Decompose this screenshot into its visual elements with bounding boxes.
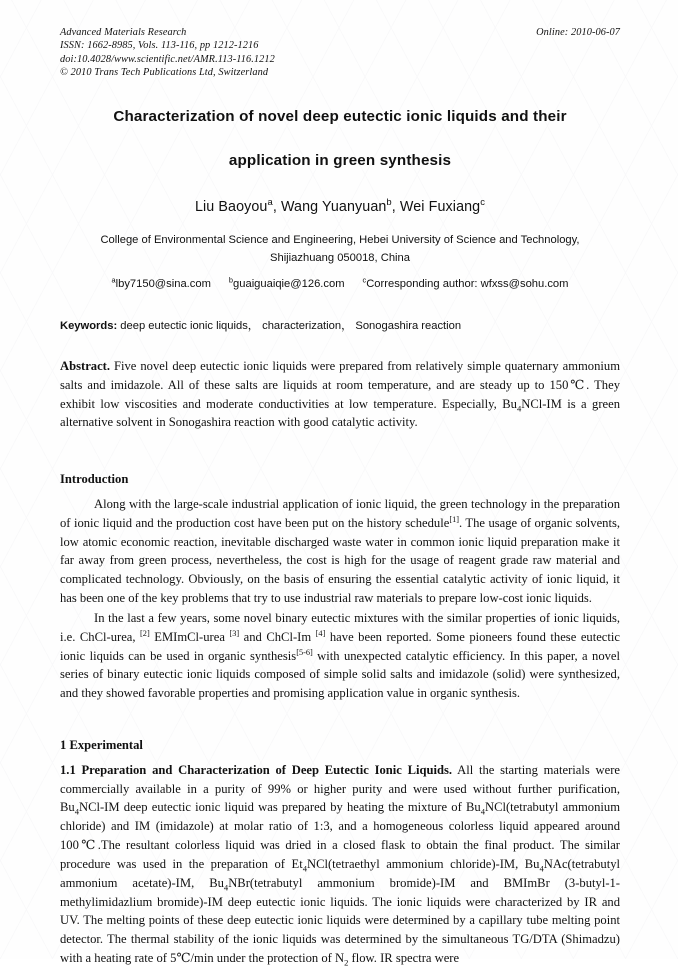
- author-name-3: Wei Fuxiang: [399, 199, 481, 216]
- intro-p2-text-b: EMImCl-urea: [149, 629, 230, 644]
- author-name-2: Wang Yuanyuan: [280, 199, 387, 216]
- journal-header: [60, 26, 620, 80]
- author-email-1: [111, 275, 211, 290]
- abstract-compound-subscript: 4: [516, 403, 522, 414]
- page-title: [60, 106, 620, 171]
- exp-text-6: NBr(tetrabutyl ammonium bromide)-IM and BMImBr (3-butyl-1-methylimidazlium bromide)-IM deep eutectic ionic liquids. The ionic liquids were characterized by IR and UV. The melting points of these deep eutectic ionic liquids were determined by a capillary tube melting point detector. The thermal stability of the ionic liquids was determined by the simultaneous TG/DTA (Shimadzu) with a heating rate of 5℃/min under the protection of N: [60, 875, 620, 965]
- abstract-text-part-1: Five novel deep eutectic ionic liquids were prepared from relatively simple quaternary ammonium salts and imidazole. All of these salts are liquids at room temperature, and are steady up to 150℃. They exhibit low viscosities and moderate conductivities at low temperature. Especially,: [60, 358, 620, 411]
- exp-text-5: NAc(tetrabutyl ammonium acetate)-IM,: [60, 856, 620, 890]
- abstract-compound-prefix: Bu: [502, 396, 517, 411]
- email-address-2: guaiguaiqie@126.com: [233, 277, 345, 290]
- spacer-before-experimental: [60, 703, 620, 712]
- intro-p1-text-a: Along with the large-scale industrial application of ionic liquid, the green technology in the preparation of ionic liquid and the production cost have been put on the history schedule: [60, 497, 620, 530]
- author-affiliation-mark-3: c: [480, 196, 486, 208]
- citation-ref-5: [5-6]: [296, 647, 313, 657]
- abstract-text-part-2: NCl-IM is a green alternative solvent in Sonogashira reaction with good catalytic activity.: [60, 396, 621, 430]
- subsection-heading-1-1: 1.1 Preparation and Characterization of Deep Eutectic Ionic Liquids.: [60, 762, 453, 777]
- author-email-3: [362, 275, 569, 290]
- exp-text-4: NCl(tetraethyl ammonium chloride)-IM,: [306, 856, 525, 871]
- compound-bu4ncl-im-subscript: 4: [74, 806, 79, 817]
- title-line-1: Characterization of novel deep eutectic ionic liquids and their: [113, 108, 567, 125]
- keywords-line: [60, 317, 620, 333]
- affiliation-block: [60, 232, 620, 267]
- compound-bu4nac-subscript: 4: [539, 863, 544, 874]
- compound-bu4nac-prefix: Bu: [524, 856, 540, 871]
- compound-et4ncl-subscript: 4: [302, 863, 307, 874]
- journal-copyright-line: © 2010 Trans Tech Publications Ltd, Switzerland: [60, 67, 269, 79]
- author-affiliation-mark-1: a: [267, 196, 273, 208]
- exp-text-7: flow. IR spectra were: [348, 950, 460, 965]
- email-address-3: Corresponding author: wfxss@sohu.com: [366, 277, 569, 290]
- author-emails: [60, 275, 620, 290]
- experimental-subsection-paragraph: [60, 761, 620, 968]
- citation-ref-1: [1]: [449, 514, 459, 524]
- author-name-1: Liu Baoyou: [194, 199, 268, 216]
- journal-issn-line: ISSN: 1662-8985, Vols. 113-116, pp 1212-1216: [60, 40, 259, 52]
- intro-p2-text-c: and ChCl-Im: [239, 629, 316, 644]
- citation-ref-3: [3]: [229, 628, 240, 638]
- intro-p2-text-e: with unexpected catalytic efficiency. In this paper, a novel series of binary eutectic ionic liquids composed of simple solid salts and imidazole (solid) were synthesized, and they showed favorable properties and promising application value in organic synthesis.: [60, 648, 621, 701]
- compound-bu4ncl-prefix: Bu: [465, 800, 481, 815]
- online-publication-date: Online: 2010-06-07: [536, 27, 620, 38]
- spacer-after-abstract: [60, 432, 620, 446]
- section-heading-introduction: Introduction: [60, 472, 129, 487]
- introduction-paragraph-2: [60, 609, 620, 703]
- author-affiliation-mark-2: b: [386, 196, 392, 208]
- email-address-1: lby7150@sina.com: [115, 277, 211, 290]
- keywords-label: Keywords:: [60, 319, 118, 332]
- exp-text-1: All the starting materials were commercially available in a purity of 99% or higher purity and were used without further purification,: [60, 762, 620, 796]
- exp-text-3: NCl(tetrabutyl ammonium chloride) and IM (imidazole) at molar ratio of 1:3, and a homogeneous colorless liquid appeared around 100℃.The resultant colorless liquid was dried in a closed flask to obtain the final product. The similar procedure was used in the preparation of: [60, 800, 620, 871]
- compound-bu4ncl-subscript: 4: [480, 806, 485, 817]
- journal-doi-line: doi:10.4028/www.scientific.net/AMR.113-116.1212: [60, 53, 275, 65]
- author-separator-2: ,: [391, 199, 400, 216]
- affiliation-line-1: College of Environmental Science and Engineering, Hebei University of Science and Technology,: [100, 234, 580, 247]
- compound-et4ncl-prefix: Et: [291, 856, 303, 871]
- affiliation-line-2: Shijiazhuang 050018, China: [270, 251, 410, 264]
- abstract-block: [60, 357, 620, 432]
- author-list: [60, 196, 620, 216]
- abstract-label: Abstract.: [60, 358, 111, 373]
- citation-ref-4: [4]: [315, 628, 326, 638]
- title-line-2: application in green synthesis: [228, 151, 452, 169]
- compound-bu4nbr-prefix: Bu: [209, 875, 224, 890]
- exp-text-2: NCl-IM deep eutectic ionic liquid was prepared by heating the mixture of: [78, 800, 466, 815]
- email-mark-2: b: [228, 275, 234, 285]
- author-email-2: [228, 275, 345, 290]
- intro-p2-text-d: have been reported. Some pioneers found these eutectic ionic liquids can be used in organic synthesis: [60, 629, 620, 663]
- email-mark-1: a: [111, 275, 116, 285]
- email-mark-3: c: [362, 275, 367, 285]
- section-heading-experimental: 1 Experimental: [60, 737, 143, 752]
- intro-p1-text-b: . The usage of organic solvents, low atomic economic reaction, inevitable discharged waste water in common ionic liquid preparation make it far away from green process, nevertheless, the cost is high for the usage of reagent grade raw material and complicated technology. Obviously, on the basis of ensuring the essential catalytic activity of ionic liquid, it has been one of the key problems that try to use industrial raw materials to prepare low-cost ionic liquids.: [60, 515, 620, 606]
- author-separator-1: ,: [272, 199, 281, 216]
- compound-bu4ncl-im-prefix: Bu: [60, 800, 75, 815]
- journal-name: Advanced Materials Research: [60, 27, 187, 38]
- compound-nitrogen-subscript: 2: [344, 957, 349, 968]
- intro-p2-text-a: In the last a few years, some novel binary eutectic mixtures with the similar properties of ionic liquids, i.e. ChCl-urea,: [60, 610, 620, 644]
- citation-ref-2: [2]: [140, 628, 150, 638]
- compound-bu4nbr-subscript: 4: [223, 882, 229, 893]
- keywords-value: deep eutectic ionic liquids， characterization， Sonogashira reaction: [117, 319, 462, 332]
- introduction-paragraph-1: [60, 495, 620, 608]
